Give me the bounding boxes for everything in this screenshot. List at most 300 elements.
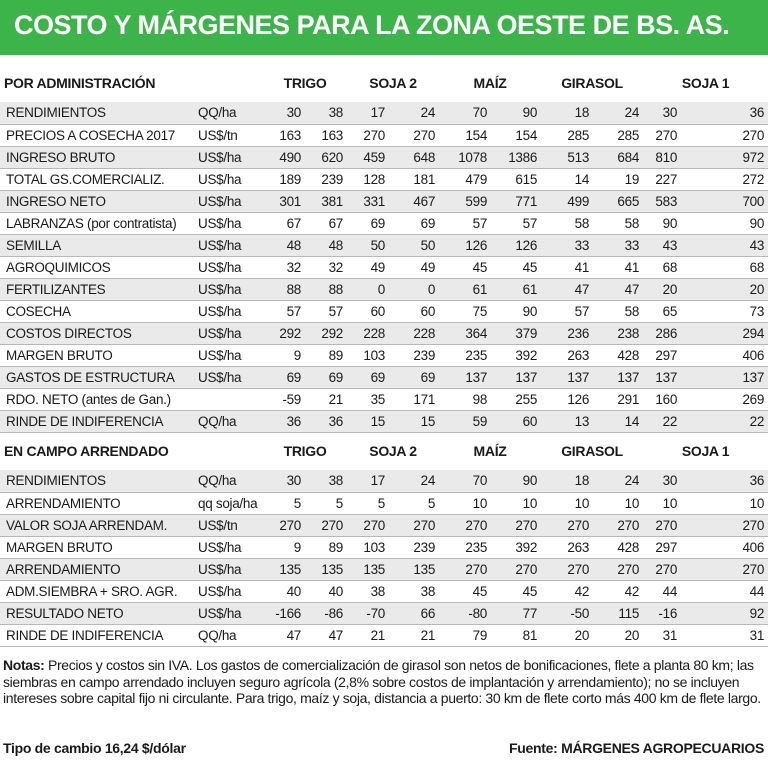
cell-value: 270 xyxy=(347,124,389,146)
cell-value: 292 xyxy=(305,322,347,344)
table-row xyxy=(0,410,768,432)
cell-value: 36 xyxy=(681,470,768,492)
cell-value: 381 xyxy=(305,190,347,212)
exchange-rate: Tipo de cambio 16,24 $/dólar xyxy=(3,740,186,756)
cell-value: 45 xyxy=(439,580,491,602)
table-row xyxy=(0,492,768,514)
cell-value: 239 xyxy=(389,536,439,558)
table-row xyxy=(0,558,768,580)
cell-value: 126 xyxy=(541,388,593,410)
cell-value: 20 xyxy=(541,624,593,646)
cell-value: 60 xyxy=(389,300,439,322)
cell-value: 67 xyxy=(263,212,305,234)
cell-value: 292 xyxy=(263,322,305,344)
cell-value: 36 xyxy=(305,410,347,432)
cell-value: 286 xyxy=(643,322,681,344)
cell-value: 90 xyxy=(491,470,541,492)
row-unit: US$/ha xyxy=(196,190,263,212)
row-label: RESULTADO NETO xyxy=(0,602,196,624)
table-row xyxy=(0,146,768,168)
cell-value: 88 xyxy=(263,278,305,300)
cell-value: 33 xyxy=(593,234,643,256)
cell-value: 45 xyxy=(439,256,491,278)
cell-value: 270 xyxy=(439,514,491,536)
cell-value: 98 xyxy=(439,388,491,410)
cell-value: 58 xyxy=(593,300,643,322)
cell-value: 38 xyxy=(305,470,347,492)
crop-header: MAÍZ xyxy=(473,75,507,91)
cell-value: 69 xyxy=(263,366,305,388)
row-unit: US$/ha xyxy=(196,234,263,256)
cell-value: 57 xyxy=(541,300,593,322)
cell-value: 285 xyxy=(541,124,593,146)
cell-value: 21 xyxy=(389,624,439,646)
cell-value: 59 xyxy=(439,410,491,432)
cell-value: 272 xyxy=(681,168,768,190)
cell-value: 48 xyxy=(263,234,305,256)
cell-value: 301 xyxy=(263,190,305,212)
cell-value: 69 xyxy=(305,366,347,388)
cell-value: 9 xyxy=(263,536,305,558)
row-unit: qq soja/ha xyxy=(196,492,263,514)
cell-value: -50 xyxy=(541,602,593,624)
table-row xyxy=(0,514,768,536)
cell-value: 24 xyxy=(389,102,439,124)
table-row xyxy=(0,102,768,124)
cell-value: 379 xyxy=(491,322,541,344)
row-label: MARGEN BRUTO xyxy=(0,536,196,558)
cell-value: 684 xyxy=(593,146,643,168)
cell-value: 137 xyxy=(491,366,541,388)
crop-header: GIRASOL xyxy=(561,443,623,459)
cell-value: 44 xyxy=(643,580,681,602)
cell-value: 270 xyxy=(593,514,643,536)
cell-value: 5 xyxy=(389,492,439,514)
table-row xyxy=(0,256,768,278)
cell-value: 58 xyxy=(593,212,643,234)
cell-value: 428 xyxy=(593,536,643,558)
cell-value: 270 xyxy=(389,124,439,146)
cell-value: 126 xyxy=(491,234,541,256)
table-campo-arrendado xyxy=(0,432,768,647)
cell-value: 75 xyxy=(439,300,491,322)
cell-value: 15 xyxy=(389,410,439,432)
row-unit: US$/ha xyxy=(196,558,263,580)
row-unit: US$/ha xyxy=(196,300,263,322)
crop-header: SOJA 2 xyxy=(369,75,417,91)
cell-value: 137 xyxy=(681,366,768,388)
row-label: INGRESO NETO xyxy=(0,190,196,212)
cell-value: 270 xyxy=(347,514,389,536)
row-label: ARRENDAMIENTO xyxy=(0,558,196,580)
cell-value: 235 xyxy=(439,536,491,558)
cell-value: 270 xyxy=(389,514,439,536)
table-row xyxy=(0,344,768,366)
crop-header: TRIGO xyxy=(283,443,327,459)
cell-value: -80 xyxy=(439,602,491,624)
cell-value: 406 xyxy=(681,344,768,366)
cell-value: 20 xyxy=(681,278,768,300)
cell-value: 406 xyxy=(681,536,768,558)
cell-value: 137 xyxy=(643,366,681,388)
cell-value: 32 xyxy=(263,256,305,278)
cell-value: 50 xyxy=(347,234,389,256)
row-label: ARRENDAMIENTO xyxy=(0,492,196,514)
cell-value: 35 xyxy=(347,388,389,410)
row-unit: US$/ha xyxy=(196,366,263,388)
cell-value: 115 xyxy=(593,602,643,624)
cell-value: 47 xyxy=(593,278,643,300)
cell-value: 583 xyxy=(643,190,681,212)
cell-value: 38 xyxy=(389,580,439,602)
row-label: COSECHA xyxy=(0,300,196,322)
cell-value: 479 xyxy=(439,168,491,190)
cell-value: 88 xyxy=(305,278,347,300)
cell-value: 70 xyxy=(439,470,491,492)
table-row xyxy=(0,190,768,212)
cell-value: 69 xyxy=(347,366,389,388)
table-row xyxy=(0,580,768,602)
cell-value: 57 xyxy=(439,212,491,234)
cell-value: 263 xyxy=(541,344,593,366)
row-label: RDO. NETO (antes de Gan.) xyxy=(0,388,196,410)
section-header xyxy=(0,432,768,470)
row-unit: US$/ha xyxy=(196,602,263,624)
cell-value: 10 xyxy=(643,492,681,514)
cell-value: 238 xyxy=(593,322,643,344)
row-label: LABRANZAS (por contratista) xyxy=(0,212,196,234)
table-row xyxy=(0,124,768,146)
cell-value: 270 xyxy=(681,558,768,580)
table-row xyxy=(0,168,768,190)
cell-value: 5 xyxy=(305,492,347,514)
cell-value: 10 xyxy=(593,492,643,514)
cell-value: 14 xyxy=(541,168,593,190)
cell-value: 58 xyxy=(541,212,593,234)
cell-value: 126 xyxy=(439,234,491,256)
cell-value: 15 xyxy=(347,410,389,432)
cell-value: 810 xyxy=(643,146,681,168)
cell-value: 490 xyxy=(263,146,305,168)
row-unit: QQ/ha xyxy=(196,102,263,124)
cell-value: -16 xyxy=(643,602,681,624)
cell-value: 24 xyxy=(389,470,439,492)
cell-value: 227 xyxy=(643,168,681,190)
cell-value: 81 xyxy=(491,624,541,646)
cell-value: 137 xyxy=(439,366,491,388)
cell-value: 47 xyxy=(305,624,347,646)
cell-value: 171 xyxy=(389,388,439,410)
cell-value: 5 xyxy=(347,492,389,514)
row-label: RENDIMIENTOS xyxy=(0,470,196,492)
cell-value: 392 xyxy=(491,536,541,558)
table-row xyxy=(0,300,768,322)
cell-value: 137 xyxy=(593,366,643,388)
cell-value: 270 xyxy=(643,514,681,536)
cell-value: 103 xyxy=(347,536,389,558)
row-label: RINDE DE INDIFERENCIA xyxy=(0,624,196,646)
table-row xyxy=(0,234,768,256)
cell-value: 189 xyxy=(263,168,305,190)
cell-value: 79 xyxy=(439,624,491,646)
cell-value: 19 xyxy=(593,168,643,190)
cell-value: 67 xyxy=(305,212,347,234)
cell-value: 48 xyxy=(305,234,347,256)
cell-value: 57 xyxy=(305,300,347,322)
cell-value: 61 xyxy=(439,278,491,300)
cell-value: 57 xyxy=(263,300,305,322)
cell-value: 9 xyxy=(263,344,305,366)
cell-value: 47 xyxy=(541,278,593,300)
cell-value: 10 xyxy=(439,492,491,514)
cell-value: 33 xyxy=(541,234,593,256)
cell-value: 135 xyxy=(389,558,439,580)
row-unit: US$/ha xyxy=(196,580,263,602)
cell-value: 499 xyxy=(541,190,593,212)
cell-value: 43 xyxy=(643,234,681,256)
cell-value: 620 xyxy=(305,146,347,168)
cell-value: 270 xyxy=(491,514,541,536)
cell-value: 270 xyxy=(681,514,768,536)
cell-value: 459 xyxy=(347,146,389,168)
cell-value: 160 xyxy=(643,388,681,410)
crop-header: SOJA 2 xyxy=(369,443,417,459)
cell-value: 236 xyxy=(541,322,593,344)
cell-value: 30 xyxy=(643,470,681,492)
table-row xyxy=(0,470,768,492)
cell-value: 665 xyxy=(593,190,643,212)
cell-value: 771 xyxy=(491,190,541,212)
row-label: COSTOS DIRECTOS xyxy=(0,322,196,344)
cell-value: 66 xyxy=(389,602,439,624)
row-label: SEMILLA xyxy=(0,234,196,256)
cell-value: 92 xyxy=(681,602,768,624)
row-unit: US$/ha xyxy=(196,168,263,190)
cell-value: 41 xyxy=(541,256,593,278)
cell-value: 137 xyxy=(541,366,593,388)
row-label: FERTILIZANTES xyxy=(0,278,196,300)
cell-value: 89 xyxy=(305,536,347,558)
notes-label: Notas: xyxy=(3,657,45,673)
cell-value: 69 xyxy=(347,212,389,234)
cell-value: 513 xyxy=(541,146,593,168)
cell-value: 60 xyxy=(491,410,541,432)
cell-value: 21 xyxy=(305,388,347,410)
row-label: VALOR SOJA ARRENDAM. xyxy=(0,514,196,536)
cell-value: 263 xyxy=(541,536,593,558)
crop-header: MAÍZ xyxy=(473,443,507,459)
cell-value: 30 xyxy=(643,102,681,124)
cell-value: 20 xyxy=(593,624,643,646)
cell-value: 42 xyxy=(593,580,643,602)
row-label: GASTOS DE ESTRUCTURA xyxy=(0,366,196,388)
cell-value: 17 xyxy=(347,102,389,124)
cell-value: 1386 xyxy=(491,146,541,168)
table-row xyxy=(0,322,768,344)
cell-value: 228 xyxy=(389,322,439,344)
cell-value: 60 xyxy=(347,300,389,322)
cell-value: 270 xyxy=(491,558,541,580)
row-label: ADM.SIEMBRA + SRO. AGR. xyxy=(0,580,196,602)
table-por-administracion xyxy=(0,64,768,433)
table-row xyxy=(0,212,768,234)
cell-value: 24 xyxy=(593,470,643,492)
crop-header: GIRASOL xyxy=(561,75,623,91)
cell-value: 30 xyxy=(263,102,305,124)
cell-value: 270 xyxy=(681,124,768,146)
cell-value: 615 xyxy=(491,168,541,190)
cell-value: 239 xyxy=(305,168,347,190)
cell-value: 43 xyxy=(681,234,768,256)
cell-value: 228 xyxy=(347,322,389,344)
cell-value: 5 xyxy=(263,492,305,514)
row-unit: QQ/ha xyxy=(196,624,263,646)
cell-value: 18 xyxy=(541,102,593,124)
row-label: RINDE DE INDIFERENCIA xyxy=(0,410,196,432)
crop-header: TRIGO xyxy=(283,75,327,91)
cell-value: 57 xyxy=(491,212,541,234)
cell-value: 972 xyxy=(681,146,768,168)
cell-value: 135 xyxy=(305,558,347,580)
section-title: POR ADMINISTRACIÓN xyxy=(4,75,156,91)
cell-value: 467 xyxy=(389,190,439,212)
cell-value: 77 xyxy=(491,602,541,624)
cell-value: 364 xyxy=(439,322,491,344)
cell-value: -70 xyxy=(347,602,389,624)
cell-value: 648 xyxy=(389,146,439,168)
cell-value: 61 xyxy=(491,278,541,300)
cell-value: 73 xyxy=(681,300,768,322)
cell-value: 331 xyxy=(347,190,389,212)
cell-value: 30 xyxy=(263,470,305,492)
cell-value: 428 xyxy=(593,344,643,366)
table-row xyxy=(0,624,768,646)
row-unit xyxy=(196,388,263,410)
table-row xyxy=(0,388,768,410)
row-unit: US$/ha xyxy=(196,212,263,234)
cell-value: 24 xyxy=(593,102,643,124)
cell-value: 10 xyxy=(491,492,541,514)
cell-value: 239 xyxy=(389,344,439,366)
cell-value: 38 xyxy=(347,580,389,602)
cell-value: 270 xyxy=(593,558,643,580)
source: Fuente: MÁRGENES AGROPECUARIOS xyxy=(509,740,764,756)
table-row xyxy=(0,602,768,624)
cell-value: 235 xyxy=(439,344,491,366)
cell-value: 103 xyxy=(347,344,389,366)
row-label: TOTAL GS.COMERCIALIZ. xyxy=(0,168,196,190)
cell-value: 89 xyxy=(305,344,347,366)
cell-value: 297 xyxy=(643,344,681,366)
notes xyxy=(3,657,767,707)
cell-value: 90 xyxy=(643,212,681,234)
cell-value: 68 xyxy=(643,256,681,278)
cell-value: 31 xyxy=(643,624,681,646)
cell-value: 90 xyxy=(681,212,768,234)
cell-value: 20 xyxy=(643,278,681,300)
row-label: INGRESO BRUTO xyxy=(0,146,196,168)
row-label: RENDIMIENTOS xyxy=(0,102,196,124)
cell-value: 68 xyxy=(681,256,768,278)
cell-value: 128 xyxy=(347,168,389,190)
row-unit: US$/tn xyxy=(196,124,263,146)
row-unit: US$/ha xyxy=(196,256,263,278)
cell-value: 270 xyxy=(541,558,593,580)
section-title: EN CAMPO ARRENDADO xyxy=(4,443,169,459)
cell-value: 50 xyxy=(389,234,439,256)
cell-value: 40 xyxy=(305,580,347,602)
cell-value: -166 xyxy=(263,602,305,624)
table-row xyxy=(0,536,768,558)
cell-value: 10 xyxy=(541,492,593,514)
cell-value: 18 xyxy=(541,470,593,492)
cell-value: 294 xyxy=(681,322,768,344)
cell-value: 49 xyxy=(389,256,439,278)
cell-value: 154 xyxy=(439,124,491,146)
cell-value: 599 xyxy=(439,190,491,212)
cell-value: 10 xyxy=(681,492,768,514)
cell-value: 270 xyxy=(305,514,347,536)
cell-value: 17 xyxy=(347,470,389,492)
page-title: COSTO Y MÁRGENES PARA LA ZONA OESTE DE BS. AS. xyxy=(0,0,768,55)
cell-value: -86 xyxy=(305,602,347,624)
cell-value: 38 xyxy=(305,102,347,124)
cell-value: 45 xyxy=(491,580,541,602)
cell-value: 69 xyxy=(389,212,439,234)
cell-value: 13 xyxy=(541,410,593,432)
cell-value: 21 xyxy=(347,624,389,646)
cell-value: 36 xyxy=(681,102,768,124)
row-unit: US$/ha xyxy=(196,146,263,168)
row-unit: US$/ha xyxy=(196,344,263,366)
cell-value: 31 xyxy=(681,624,768,646)
cell-value: 22 xyxy=(681,410,768,432)
cell-value: 1078 xyxy=(439,146,491,168)
cell-value: 40 xyxy=(263,580,305,602)
cell-value: 69 xyxy=(389,366,439,388)
cell-value: 270 xyxy=(439,558,491,580)
cell-value: 65 xyxy=(643,300,681,322)
table-row xyxy=(0,366,768,388)
cell-value: 32 xyxy=(305,256,347,278)
cell-value: 270 xyxy=(541,514,593,536)
cell-value: 49 xyxy=(347,256,389,278)
row-unit: US$/ha xyxy=(196,322,263,344)
cell-value: 36 xyxy=(263,410,305,432)
cell-value: 14 xyxy=(593,410,643,432)
cell-value: 47 xyxy=(263,624,305,646)
cell-value: 70 xyxy=(439,102,491,124)
row-unit: QQ/ha xyxy=(196,470,263,492)
row-unit: US$/tn xyxy=(196,514,263,536)
cell-value: 392 xyxy=(491,344,541,366)
cell-value: 0 xyxy=(389,278,439,300)
cell-value: -59 xyxy=(263,388,305,410)
cell-value: 45 xyxy=(491,256,541,278)
cell-value: 270 xyxy=(643,124,681,146)
row-label: PRECIOS A COSECHA 2017 xyxy=(0,124,196,146)
cell-value: 269 xyxy=(681,388,768,410)
cell-value: 90 xyxy=(491,300,541,322)
cell-value: 291 xyxy=(593,388,643,410)
row-unit: US$/ha xyxy=(196,536,263,558)
cell-value: 700 xyxy=(681,190,768,212)
cell-value: 163 xyxy=(263,124,305,146)
row-unit: US$/ha xyxy=(196,278,263,300)
row-label: MARGEN BRUTO xyxy=(0,344,196,366)
cell-value: 163 xyxy=(305,124,347,146)
cell-value: 41 xyxy=(593,256,643,278)
